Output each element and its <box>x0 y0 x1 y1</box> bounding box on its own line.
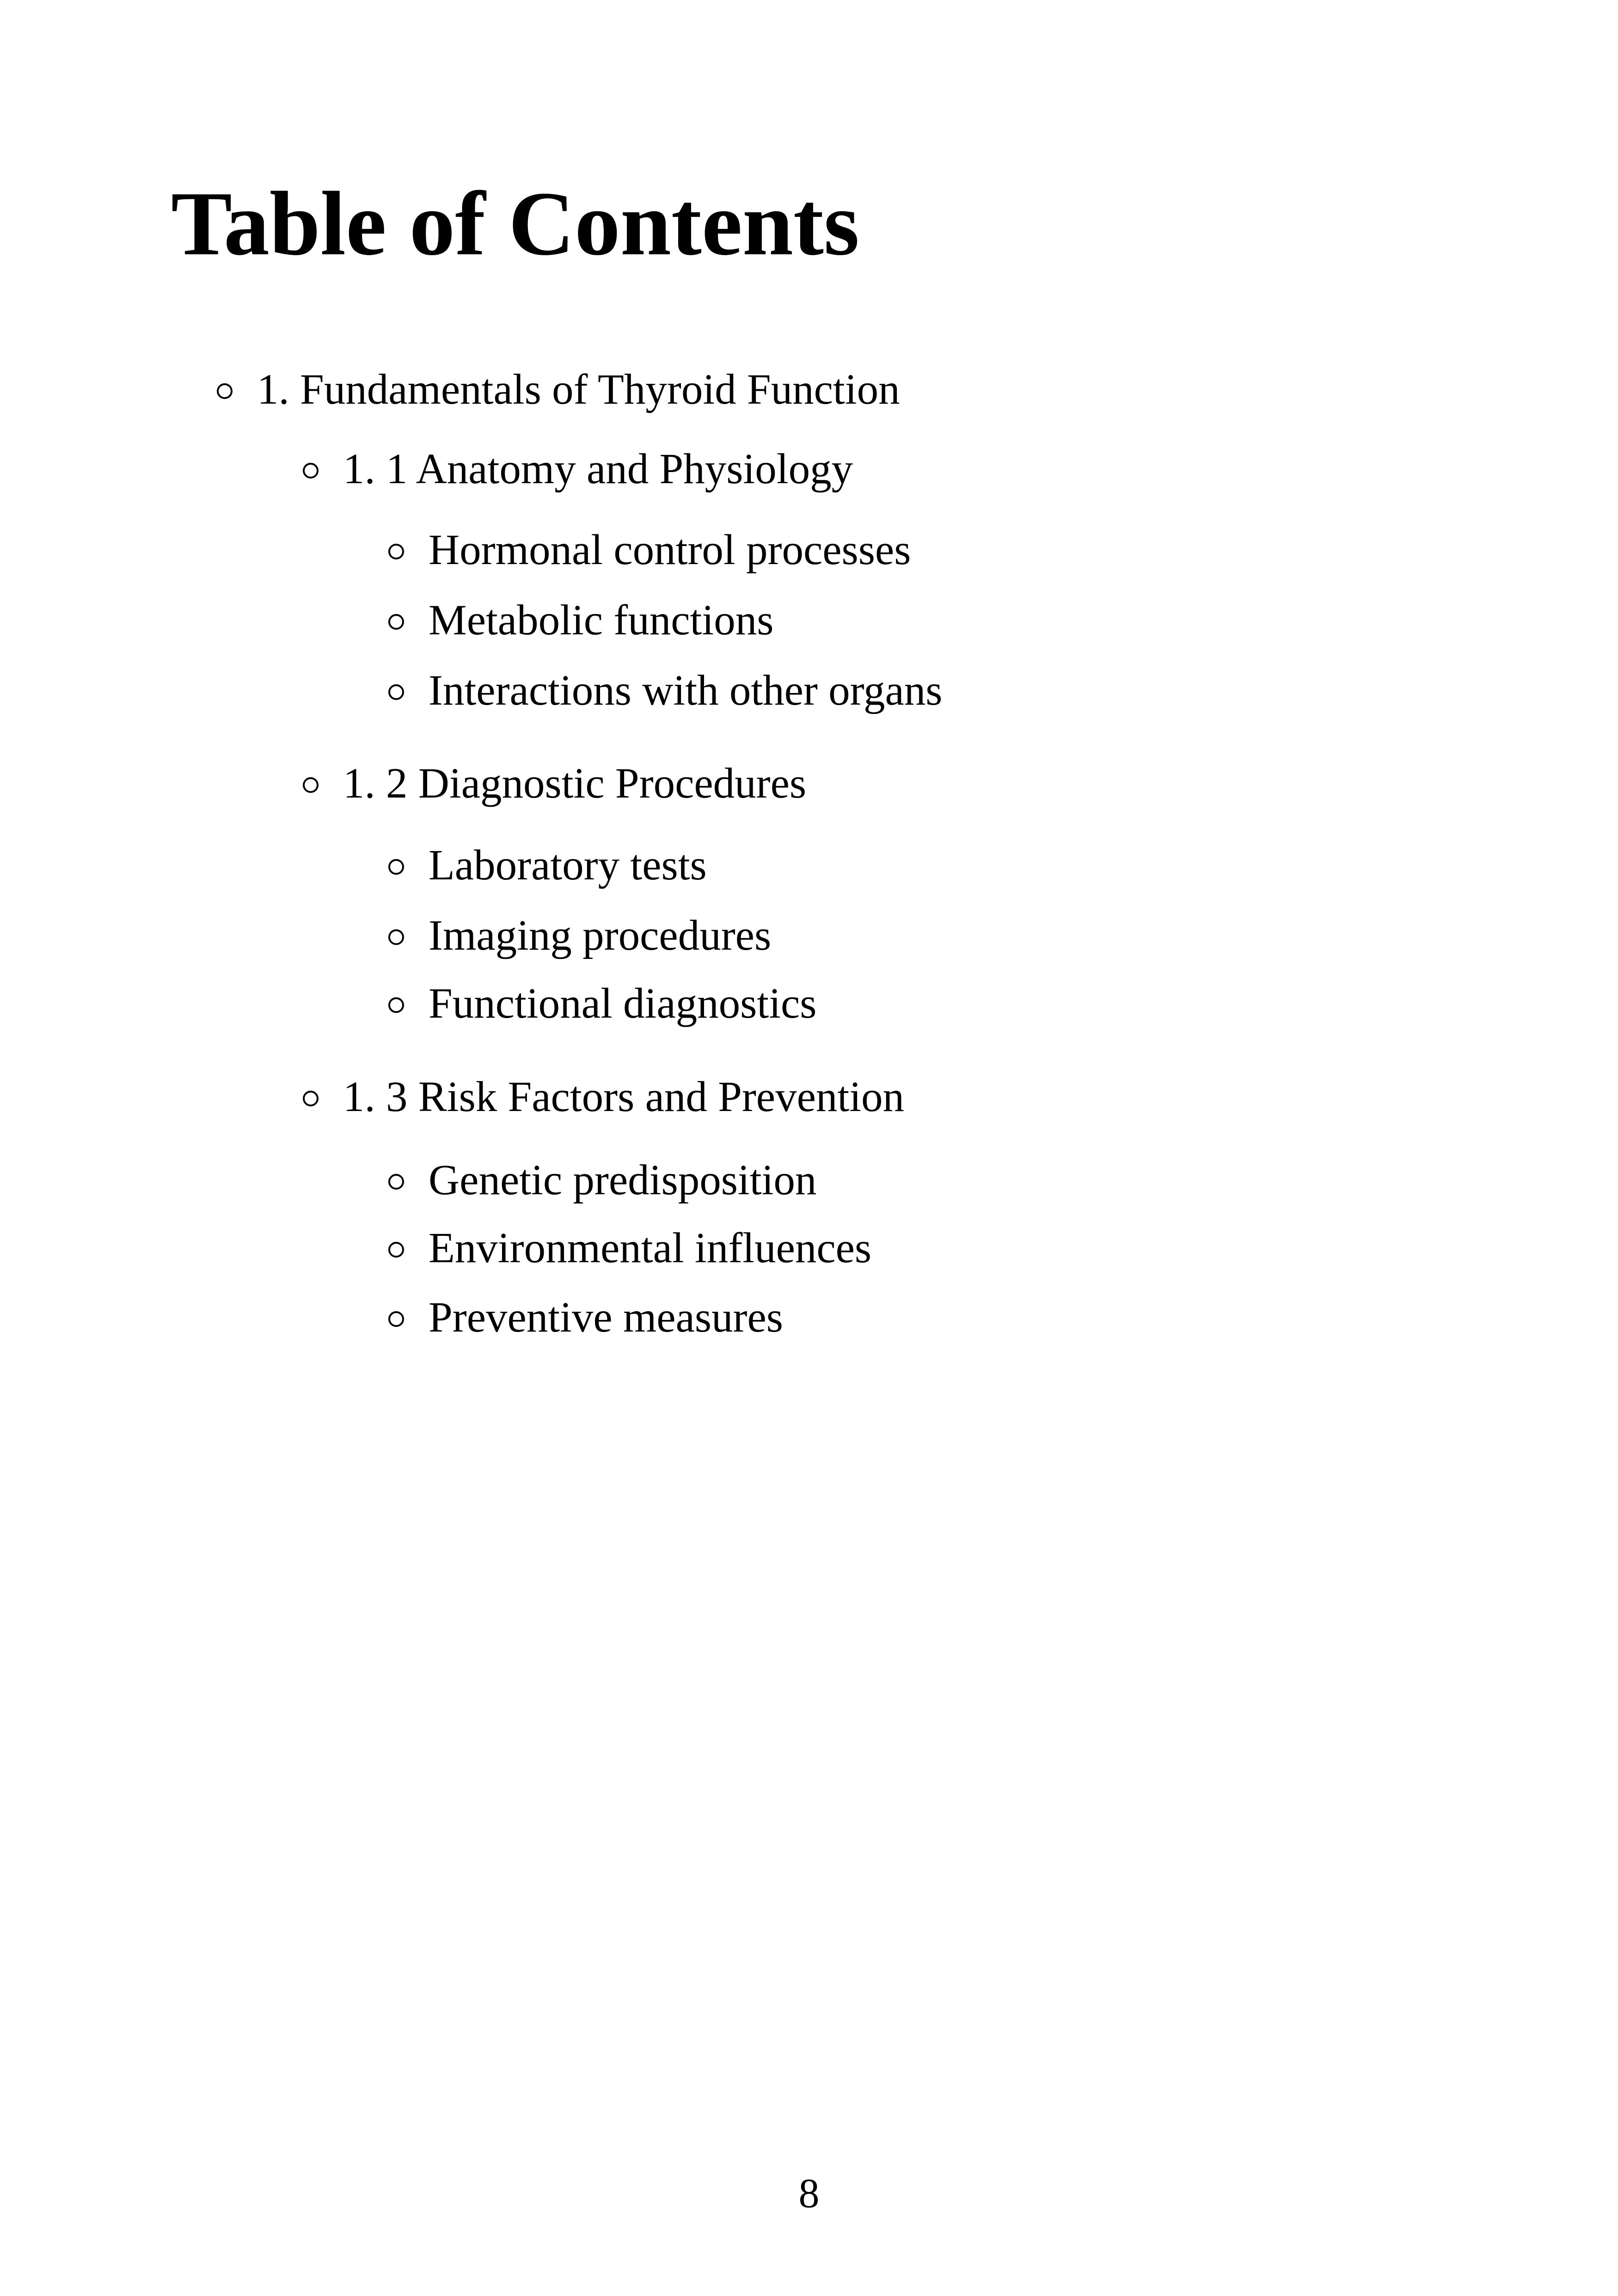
hollow-circle-bullet-icon <box>303 777 319 793</box>
toc-subitem-label: Functional diagnostics <box>429 980 817 1027</box>
toc-section-label: 1. 2 Diagnostic Procedures <box>343 760 807 807</box>
hollow-circle-bullet-icon <box>388 614 404 630</box>
toc-subitem-label: Hormonal control processes <box>429 526 911 574</box>
toc-subitem-label: Preventive measures <box>429 1294 783 1341</box>
hollow-circle-bullet-icon <box>388 544 404 559</box>
toc-subitem-label: Imaging procedures <box>429 912 772 959</box>
toc-subitem-entry[interactable] <box>388 982 817 1025</box>
hollow-circle-bullet-icon <box>303 1091 319 1106</box>
toc-section-entry[interactable] <box>303 1073 905 1121</box>
toc-subitem-label: Genetic predisposition <box>429 1156 817 1204</box>
hollow-circle-bullet-icon <box>217 383 233 399</box>
toc-subitem-entry[interactable] <box>388 1156 817 1204</box>
toc-section-label: 1. 3 Risk Factors and Prevention <box>343 1073 905 1121</box>
hollow-circle-bullet-icon <box>388 859 404 875</box>
page-title: Table of Contents <box>171 173 859 274</box>
hollow-circle-bullet-icon <box>388 929 404 945</box>
toc-subitem-entry[interactable] <box>388 841 707 889</box>
toc-chapter-label: 1. Fundamentals of Thyroid Function <box>257 366 900 413</box>
toc-section-entry[interactable] <box>303 762 806 805</box>
hollow-circle-bullet-icon <box>388 997 404 1013</box>
toc-subitem-label: Interactions with other organs <box>429 667 943 714</box>
hollow-circle-bullet-icon <box>388 1174 404 1190</box>
toc-section-label: 1. 1 Anatomy and Physiology <box>343 445 853 493</box>
hollow-circle-bullet-icon <box>303 463 319 479</box>
toc-subitem-entry[interactable] <box>388 914 771 957</box>
toc-subitem-entry[interactable] <box>388 1296 783 1339</box>
hollow-circle-bullet-icon <box>388 1311 404 1327</box>
page-number: 8 <box>798 2171 820 2216</box>
toc-subitem-entry[interactable] <box>388 526 911 574</box>
toc-section-entry[interactable] <box>303 445 853 493</box>
toc-subitem-label: Metabolic functions <box>429 596 774 644</box>
toc-chapter-entry[interactable] <box>217 368 900 411</box>
toc-subitem-entry[interactable] <box>388 669 942 712</box>
hollow-circle-bullet-icon <box>388 684 404 700</box>
toc-subitem-label: Laboratory tests <box>429 841 707 889</box>
toc-subitem-entry[interactable] <box>388 596 774 644</box>
toc-subitem-entry[interactable] <box>388 1224 872 1272</box>
hollow-circle-bullet-icon <box>388 1242 404 1258</box>
toc-subitem-label: Environmental influences <box>429 1224 872 1272</box>
